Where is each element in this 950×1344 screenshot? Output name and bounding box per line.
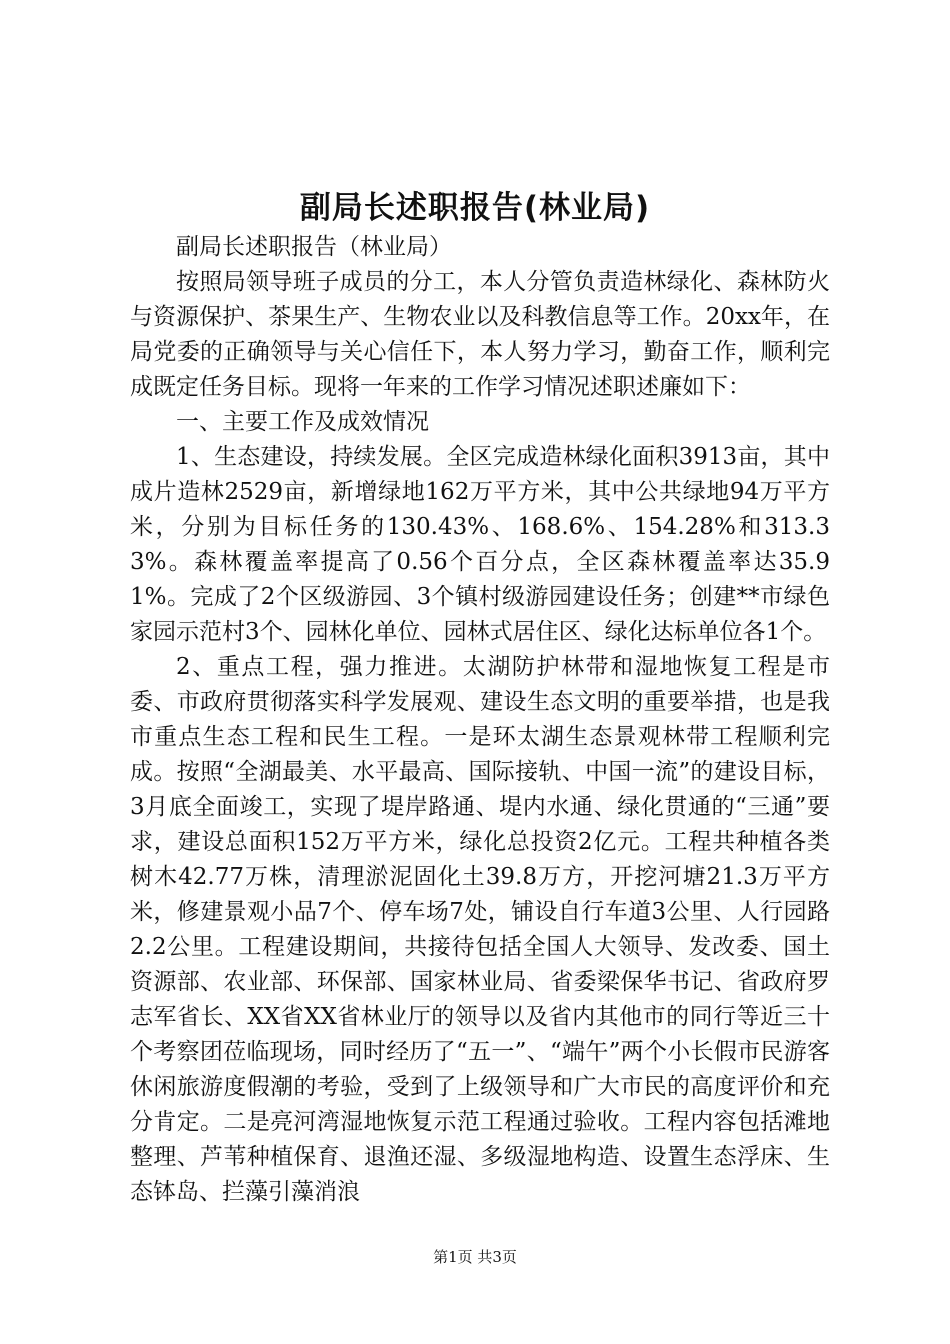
document-body bbox=[130, 230, 830, 1210]
paragraph-ecological-construction: 1、生态建设，持续发展。全区完成造林绿化面积3913亩，其中成片造林2529亩，新增绿地162万平方米，其中公共绿地94万平方米，分别为目标任务的130.43%、168.6%、154.28%和313.33%。森林覆盖率提高了0.56个百分点，全区森林覆盖率达35.91%。完成了2个区级游园、3个镇村级游园建设任务；创建**市绿色家园示范村3个、园林化单位、园林式居住区、绿化达标单位各1个。 bbox=[130, 444, 830, 645]
section-heading-main-work: 一、主要工作及成效情况 bbox=[176, 409, 429, 435]
document-title: 副局长述职报告(林业局) bbox=[299, 190, 651, 226]
paragraph-subtitle: 副局长述职报告（林业局） bbox=[176, 234, 452, 260]
page-footer: 第1页 共3页 bbox=[433, 1248, 517, 1266]
paragraph-intro: 按照局领导班子成员的分工，本人分管负责造林绿化、森林防火与资源保护、茶果生产、生物农业以及科教信息等工作。20xx年，在局党委的正确领导与关心信任下，本人努力学习，勤奋工作，顺利完成既定任务目标。现将一年来的工作学习情况述职述廉如下： bbox=[130, 269, 830, 400]
paragraph-key-projects: 2、重点工程，强力推进。太湖防护林带和湿地恢复工程是市委、市政府贯彻落实科学发展观、建设生态文明的重要举措，也是我市重点生态工程和民生工程。一是环太湖生态景观林带工程顺利完成。按照“全湖最美、水平最高、国际接轨、中国一流”的建设目标，3月底全面竣工，实现了堤岸路通、堤内水通、绿化贯通的“三通”要求，建设总面积152万平方米，绿化总投资2亿元。工程共种植各类树木42.77万株，清理淤泥固化土39.8万方，开挖河塘21.3万平方米，修建景观小品7个、停车场7处，铺设自行车道3公里、人行园路2.2公里。工程建设期间，共接待包括全国人大领导、发改委、国土资源部、农业部、环保部、国家林业局、省委梁保华书记、省政府罗志军省长、XX省XX省林业厅的领导以及省内其他市的同行等近三十个考察团莅临现场，同时经历了“五一”、“端午”两个小长假市民游客休闲旅游度假潮的考验，受到了上级领导和广大市民的高度评价和充分肯定。二是亮河湾湿地恢复示范工程通过验收。工程内容包括滩地整理、芦苇种植保育、退渔还湿、多级湿地构造、设置生态浮床、生态钵岛、拦藻引藻消浪 bbox=[130, 654, 830, 1205]
